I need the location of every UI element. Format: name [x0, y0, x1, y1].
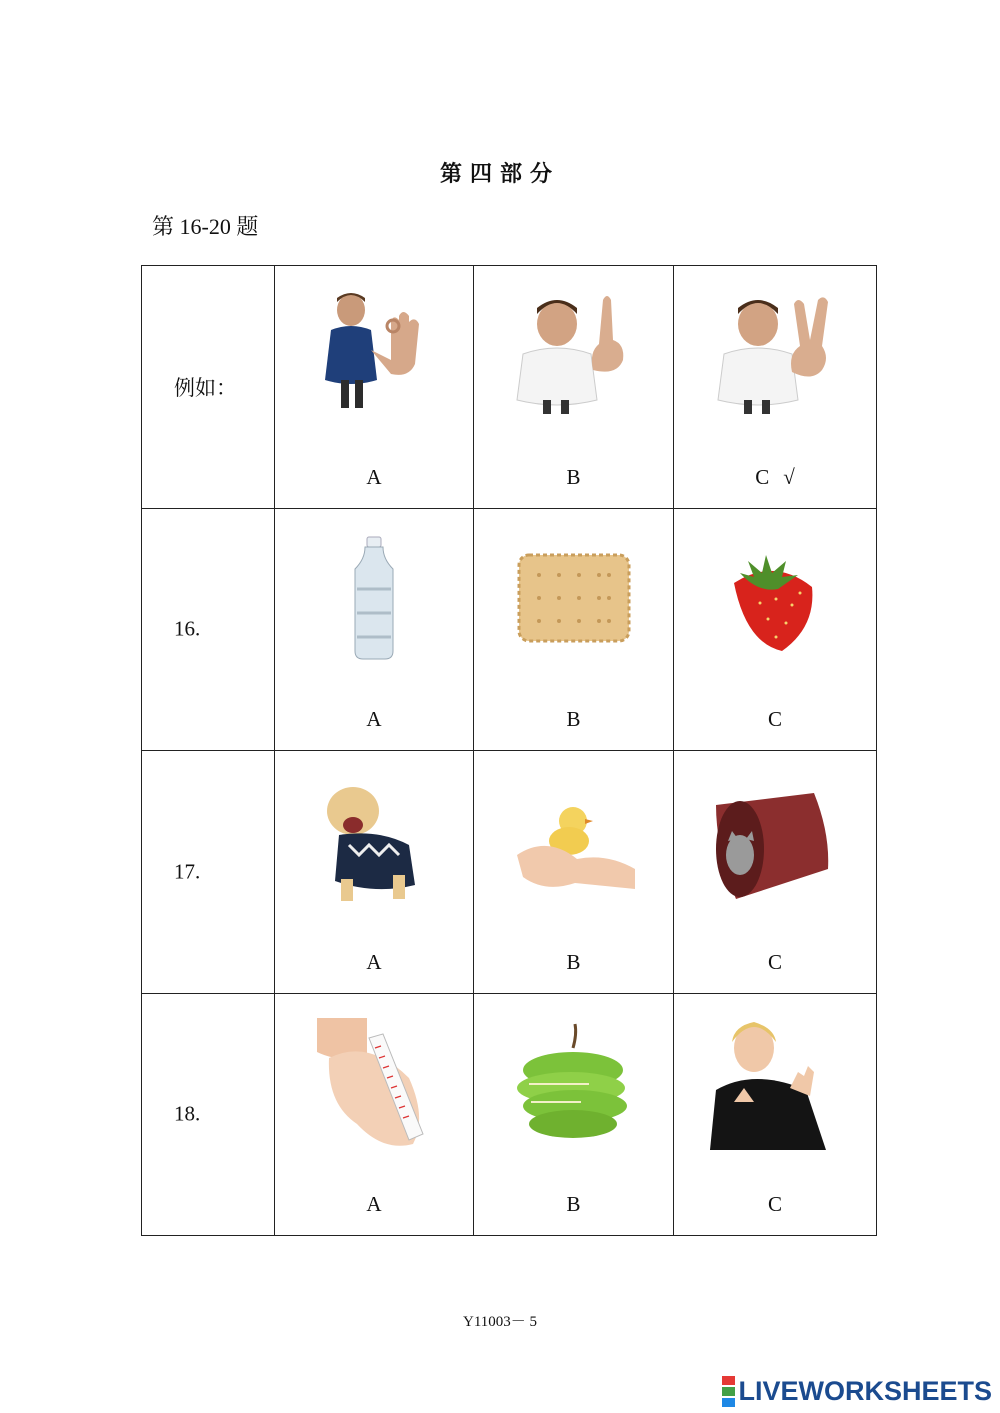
option-letter: C [767, 1192, 782, 1216]
page-code: Y11003－ 5 [462, 1314, 538, 1330]
question-row [142, 751, 877, 994]
option-letter: C [767, 707, 782, 731]
question-number: 16. [174, 616, 201, 641]
row-label-cell [142, 993, 275, 1236]
option-letter: A [366, 949, 382, 974]
option-cell-b[interactable] [474, 993, 674, 1236]
option-letter: B [566, 707, 581, 731]
option-cell-a[interactable] [275, 266, 474, 509]
question-range: 第 16-20 题 [152, 214, 259, 239]
part-title: 第四部分 [439, 161, 560, 186]
example-row [142, 266, 877, 509]
brand-name: LIVEWORKSHEETS [738, 1375, 992, 1406]
row-label-cell [142, 751, 275, 994]
option-letter: B [566, 949, 581, 974]
man-two-fingers-icon [710, 290, 840, 422]
man-one-finger-icon [509, 290, 639, 422]
question-number: 18. [174, 1101, 201, 1126]
option-cell-c[interactable] [674, 508, 877, 751]
sliced-green-apple-icon [509, 1018, 639, 1150]
logo-icon [722, 1375, 735, 1408]
option-cell-b[interactable] [474, 508, 674, 751]
check-mark-icon: √ [783, 464, 795, 489]
option-cell-a[interactable] [275, 751, 474, 994]
option-letter: A [366, 707, 382, 731]
option-letter: C √ [755, 464, 795, 489]
kitten-in-bucket-icon [710, 775, 840, 907]
option-cell-a[interactable] [275, 508, 474, 751]
row-label-cell [142, 508, 275, 751]
option-cell-b[interactable] [474, 751, 674, 994]
water-bottle-icon [309, 533, 439, 665]
chick-in-hands-icon [509, 775, 639, 907]
strawberry-icon [710, 533, 840, 665]
option-cell-a[interactable] [275, 993, 474, 1236]
biscuit-icon [509, 533, 639, 665]
option-cell-c[interactable] [674, 266, 877, 509]
question-grid [141, 265, 877, 1236]
question-row [142, 508, 877, 751]
option-cell-c[interactable] [674, 993, 877, 1236]
option-cell-c[interactable] [674, 751, 877, 994]
row-label-cell [142, 266, 275, 509]
liveworksheets-logo [722, 1374, 992, 1408]
option-letter: A [366, 464, 382, 489]
boy-counting-fingers-icon [710, 1018, 840, 1150]
option-cell-b[interactable] [474, 266, 674, 509]
man-ok-gesture-icon [309, 290, 439, 422]
baby-foot-tape-measure-icon [309, 1018, 439, 1150]
option-letter: C [767, 949, 782, 974]
example-label: 例如： [174, 375, 237, 400]
option-letter: B [566, 464, 581, 489]
option-letter: A [366, 1192, 382, 1216]
puppy-in-sweater-icon [309, 775, 439, 907]
question-number: 17. [174, 859, 201, 884]
option-letter: B [566, 1192, 581, 1216]
question-row [142, 993, 877, 1236]
